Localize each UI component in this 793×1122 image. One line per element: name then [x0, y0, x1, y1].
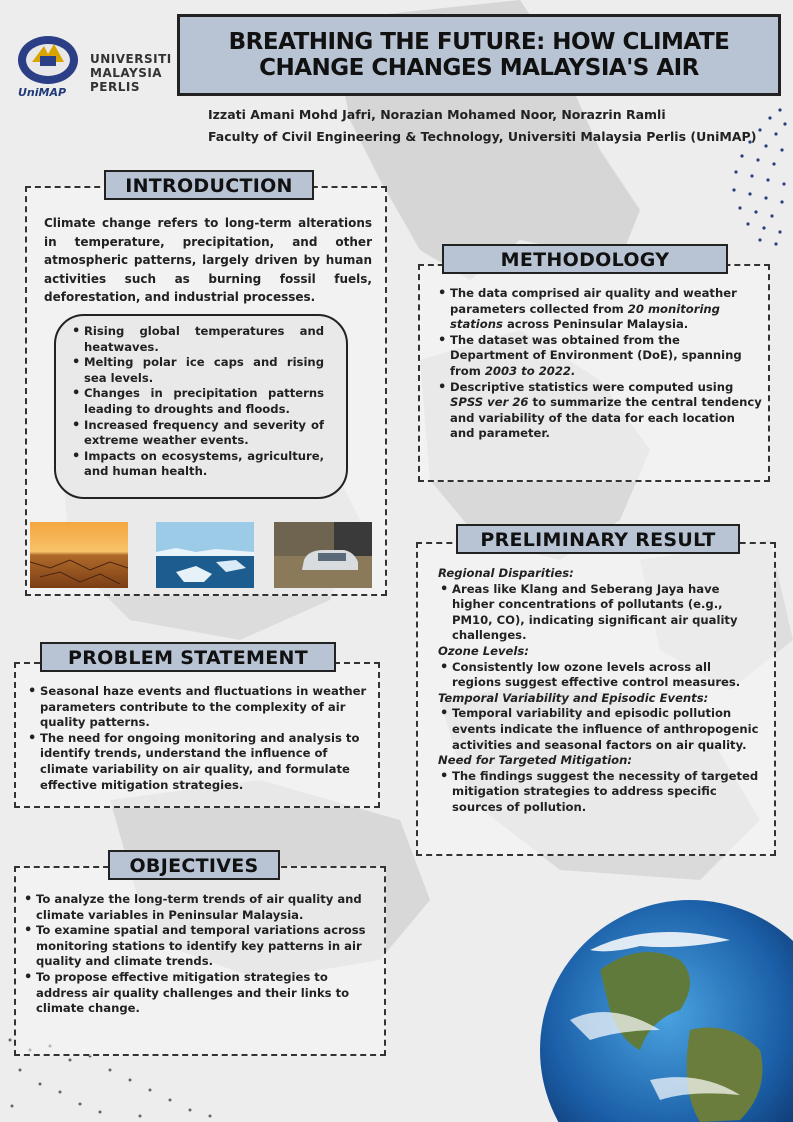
list-item: • To examine spatial and temporal variations across monitoring stations to identify key patterns in air quality and climate trends.: [22, 923, 372, 970]
drought-photo: [30, 522, 128, 588]
author-affiliation: Faculty of Civil Engineering & Technology, Universiti Malaysia Perlis (UniMAP): [208, 129, 757, 144]
list-item: • The findings suggest the necessity of targeted mitigation strategies to address specific sources of pollution.: [438, 769, 762, 816]
list-item: • Changes in precipitation patterns leading to droughts and floods.: [70, 386, 324, 417]
poster-title: [177, 14, 781, 96]
list-item: • The data comprised air quality and weather parameters collected from 20 monitoring stations across Peninsular Malaysia.: [436, 286, 762, 333]
university-name: UNIVERSITI MALAYSIA PERLIS: [90, 52, 172, 94]
result-heading: Regional Disparities:: [438, 566, 574, 580]
introduction-heading: INTRODUCTION: [104, 170, 314, 200]
list-item: • Impacts on ecosystems, agriculture, and human health.: [70, 449, 324, 480]
list-item: • Consistently low ozone levels across all regions suggest effective control measures.: [438, 660, 762, 691]
objectives-heading: OBJECTIVES: [108, 850, 280, 880]
problem-statement-heading: PROBLEM STATEMENT: [40, 642, 336, 672]
author-names: Izzati Amani Mohd Jafri, Norazian Mohamed Noor, Norazrin Ramli: [208, 107, 666, 122]
result-heading: Need for Targeted Mitigation:: [438, 753, 633, 768]
climate-impacts-list: [54, 314, 348, 499]
list-item: • Rising global temperatures and heatwaves.: [70, 324, 324, 355]
list-item: • Increased frequency and severity of extreme weather events.: [70, 418, 324, 449]
list-item: • Areas like Klang and Seberang Jaya have higher concentrations of pollutants (e.g., PM10, CO), indicating significant air quality challenges.: [438, 582, 762, 644]
list-item: • Temporal variability and episodic pollution events indicate the influence of anthropogenic activities and seasonal factors on air quality.: [438, 706, 762, 753]
problem-statement-list: [26, 684, 370, 793]
list-item: • To propose effective mitigation strategies to address air quality challenges and their links to climate change.: [22, 970, 372, 1017]
list-item: • The dataset was obtained from the Department of Environment (DoE), spanning from 2003 to 2022.: [436, 333, 762, 380]
flood-photo: [274, 522, 372, 588]
result-heading: Temporal Variability and Episodic Events:: [438, 690, 709, 705]
earth-globe-image: [530, 880, 793, 1122]
preliminary-result-heading: PRELIMINARY RESULT: [456, 524, 740, 554]
list-item: • Descriptive statistics were computed using SPSS ver 26 to summarize the central tendency and variability of the data for each location and parameter.: [436, 380, 762, 442]
methodology-heading: METHODOLOGY: [442, 244, 728, 274]
list-item: • Melting polar ice caps and rising sea levels.: [70, 355, 324, 386]
introduction-paragraph: Climate change refers to long-term alterations in temperature, precipitation, and other atmospheric patterns, largely driven by human activities such as burning fossil fuels, deforestation, and industrial processes.: [44, 216, 372, 304]
result-heading: Ozone Levels:: [438, 643, 529, 658]
unimap-wordmark: UniMAP: [18, 86, 67, 99]
melting-ice-photo: [156, 522, 254, 588]
authors-block: [208, 104, 756, 148]
objectives-list: [22, 892, 372, 1017]
list-item: • The need for ongoing monitoring and analysis to identify trends, understand the influence of climate variability on air quality, and formulate effective mitigation strategies.: [26, 731, 370, 793]
list-item: • To analyze the long-term trends of air quality and climate variables in Peninsular Malaysia.: [22, 892, 372, 923]
methodology-list: [436, 286, 762, 442]
list-item: • Seasonal haze events and fluctuations in weather parameters contribute to the complexity of air quality patterns.: [26, 684, 370, 731]
title-text: BREATHING THE FUTURE: HOW CLIMATE CHANGE CHANGES MALAYSIA'S AIR: [228, 29, 730, 81]
results-content: [438, 566, 762, 816]
